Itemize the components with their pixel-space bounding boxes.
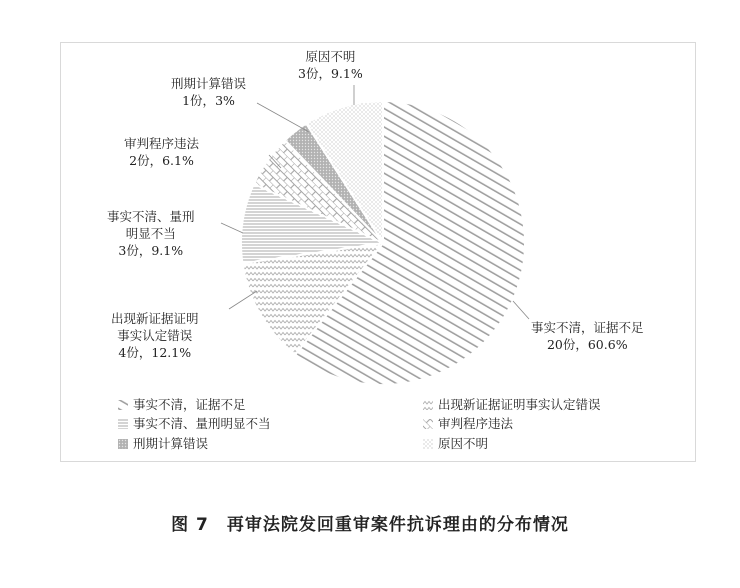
slice-label-sentencing — [107, 208, 195, 259]
legend-swatch — [423, 439, 433, 449]
slice-label-text: 事实认定错误 — [117, 328, 193, 343]
legend-item — [118, 436, 208, 452]
legend-swatch — [423, 400, 433, 410]
slice-label-text: 事实不清，证据不足 — [531, 320, 644, 335]
legend-label: 出现新证据证明事实认定错误 — [438, 397, 601, 412]
legend-swatch — [118, 400, 128, 410]
slice-label-text: 审判程序违法 — [124, 136, 200, 151]
legend-label: 事实不清，证据不足 — [133, 397, 246, 412]
slice-label-text: 刑期计算错误 — [171, 76, 247, 91]
legend-label: 事实不清、量刑明显不当 — [133, 416, 271, 431]
legend-item — [423, 416, 513, 432]
slice-label-value: 4份，12.1% — [118, 345, 192, 360]
slice-label-value: 3份，9.1% — [118, 243, 184, 258]
legend-label: 审判程序违法 — [438, 416, 514, 431]
slice-label-value: 20份，60.6% — [546, 337, 628, 352]
leader-line — [221, 223, 243, 233]
legend-swatch — [118, 419, 128, 429]
legend-swatch — [118, 439, 128, 449]
slice-label-procedure — [124, 135, 199, 169]
legend-label: 刑期计算错误 — [133, 436, 209, 451]
figure-number: 图 7 — [171, 515, 209, 535]
figure-title: 再审法院发回重审案件抗诉理由的分布情况 — [226, 515, 569, 535]
legend-swatch — [423, 419, 433, 429]
slice-label-text: 明显不当 — [125, 226, 176, 241]
slice-label-value: 2份，6.1% — [129, 153, 194, 168]
slice-label-text: 事实不清、量刑 — [107, 209, 195, 224]
slice-label-text: 出现新证据证明 — [111, 311, 199, 326]
legend-item — [118, 416, 271, 432]
slice-label-text: 原因不明 — [305, 49, 356, 64]
slice-label-value: 1份，3% — [182, 93, 235, 108]
figure-caption — [0, 510, 740, 535]
slice-label-sentence-calc — [171, 75, 246, 109]
legend-label: 原因不明 — [438, 436, 489, 451]
slice-label-value: 3份，9.1% — [298, 66, 363, 81]
legend-item — [423, 397, 601, 413]
slice-label-evidence-insufficient — [531, 319, 644, 353]
legend-item — [118, 397, 246, 413]
leader-line — [513, 301, 529, 319]
leader-line — [257, 103, 309, 132]
chart-frame — [60, 42, 696, 462]
slice-label-unknown — [298, 48, 363, 82]
legend-item — [423, 436, 488, 452]
slice-label-new-evidence — [111, 310, 199, 361]
